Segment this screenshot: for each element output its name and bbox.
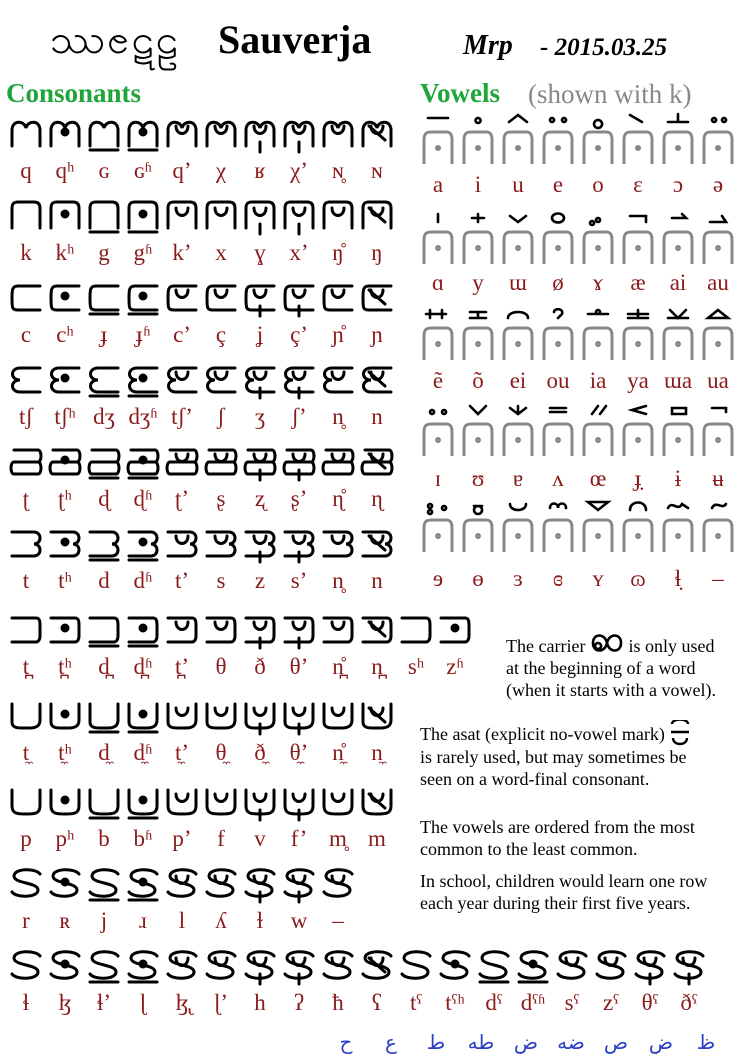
vowel-label: ɬ̣ xyxy=(674,566,682,591)
vowel-label: ʏ xyxy=(592,566,604,591)
consonant-label: ʒ xyxy=(254,404,266,429)
carrier-note xyxy=(506,630,716,701)
consonant-label: ɭ’ xyxy=(213,990,229,1015)
consonant-label: ɢʱ xyxy=(134,158,152,183)
vowel-label: ɑ xyxy=(431,270,445,295)
vowel-label: ẽ xyxy=(432,368,444,393)
consonant-label: dʱ xyxy=(133,568,153,593)
consonant-label: w xyxy=(290,908,308,933)
consonant-glyph-row xyxy=(8,608,476,654)
asat-note-a: The asat (explicit no-vowel mark) xyxy=(420,724,665,744)
consonant-label: ħ xyxy=(332,990,344,1015)
consonant-label: n̼ xyxy=(371,740,383,765)
consonant-glyph-row xyxy=(8,522,398,568)
consonant-label: ç xyxy=(215,322,227,347)
consonant-label: t̼ʰ xyxy=(58,740,72,765)
consonant-label: z xyxy=(254,568,266,593)
vowel-glyph-row xyxy=(420,112,740,158)
page-title: Sauverja xyxy=(218,17,372,62)
school-note-b: each year during their first five years. xyxy=(420,893,691,913)
consonant-label: ɳ̊ xyxy=(332,486,344,511)
consonant-label: sˤ xyxy=(564,990,580,1015)
vowel-label: i xyxy=(474,172,482,197)
school-note xyxy=(420,870,707,914)
vowel-label: ai xyxy=(669,270,687,295)
vowel-glyph-row xyxy=(420,500,740,546)
consonant-label: j xyxy=(100,908,108,933)
consonant-label: t̼’ xyxy=(174,740,190,765)
order-note-a: The vowels are ordered from the most xyxy=(420,817,695,837)
consonant-label: p’ xyxy=(172,826,192,851)
consonant-label: ɴ xyxy=(371,158,383,183)
consonant-label: dˤʱ xyxy=(520,990,546,1015)
vowel-label: ø xyxy=(552,270,564,295)
consonant-label: t̪ xyxy=(22,654,30,679)
consonant-label: tʃʰ xyxy=(54,404,76,429)
vowel-label: ɐ xyxy=(512,466,524,491)
carrier-note-d: (when it starts with a vowel). xyxy=(506,680,716,700)
consonant-label: ʐ xyxy=(254,486,266,511)
consonant-label: d̪ xyxy=(98,654,110,679)
consonant-label: q xyxy=(20,158,32,183)
consonant-label: x xyxy=(215,240,227,265)
arabic-equivalent: ض xyxy=(513,1030,539,1054)
consonant-glyphs xyxy=(8,358,398,404)
consonant-glyphs xyxy=(8,780,398,826)
vowel-label: ou xyxy=(546,368,570,393)
consonant-label: f’ xyxy=(290,826,308,851)
consonant-label: d̪ʱ xyxy=(133,654,153,679)
vowel-label: ɵ xyxy=(472,566,484,591)
school-note-a: In school, children would learn one row xyxy=(420,871,708,891)
consonant-label: ʔ xyxy=(293,990,305,1015)
consonant-label: ŋ̊ xyxy=(332,240,344,265)
order-note-b: common to the least common. xyxy=(420,839,638,859)
consonant-label: χ’ xyxy=(290,158,308,183)
vowel-label: ua xyxy=(707,368,729,393)
vowel-glyphs xyxy=(420,404,740,460)
consonant-label: ʀ xyxy=(59,908,71,933)
consonant-glyph-row xyxy=(8,694,398,740)
vowels-heading: Vowels xyxy=(420,78,501,108)
vowel-glyphs xyxy=(420,500,740,556)
vowel-label: – xyxy=(712,566,724,591)
consonant-label: s xyxy=(216,568,226,593)
consonant-label: ɟ xyxy=(100,322,108,347)
vowel-label: y xyxy=(472,270,484,295)
consonant-label: pʰ xyxy=(55,826,75,851)
consonant-glyphs xyxy=(8,694,398,740)
vowel-glyphs xyxy=(420,308,740,364)
consonant-label: n̪̊ xyxy=(332,654,344,679)
consonant-label: t̪’ xyxy=(174,654,190,679)
script-name-glyphs: ဿၔဋဠ xyxy=(50,17,181,63)
vowel-label: a xyxy=(432,172,444,197)
consonant-glyphs xyxy=(8,194,398,240)
carrier-note-c: at the beginning of a word xyxy=(506,658,696,678)
consonant-label: ʃ xyxy=(217,404,225,429)
consonant-label: n̼̊ xyxy=(332,740,344,765)
consonant-label: ʈʰ xyxy=(58,486,72,511)
consonant-label: l xyxy=(178,908,186,933)
vowel-label: o xyxy=(592,172,604,197)
consonant-label: ɢ xyxy=(98,158,110,183)
vowel-label: ɤ xyxy=(592,270,604,295)
consonant-label: ɮ xyxy=(58,990,72,1015)
carrier-note-b: is only used xyxy=(628,636,715,656)
consonant-glyph-row xyxy=(8,780,398,826)
consonant-label: – xyxy=(332,908,344,933)
vowel-label: õ xyxy=(472,368,484,393)
consonant-label: ɫ xyxy=(256,908,264,933)
consonant-label: n xyxy=(371,404,383,429)
asat-note xyxy=(420,720,691,790)
consonant-label: t’ xyxy=(174,568,190,593)
arabic-equivalent: ح xyxy=(339,1030,353,1054)
consonant-label: m̥ xyxy=(329,826,347,851)
vowel-label: ʌ xyxy=(552,466,564,491)
carrier-glyph-icon xyxy=(590,630,624,656)
consonant-label: d̼ xyxy=(98,740,110,765)
consonant-label: ɲ̊ xyxy=(332,322,344,347)
consonant-glyphs xyxy=(8,862,359,908)
consonant-label: ʃ’ xyxy=(291,404,307,429)
consonant-label: t̼ xyxy=(22,740,30,765)
arabic-equivalent: ظ xyxy=(696,1030,716,1054)
consonant-label: h xyxy=(254,990,266,1015)
consonant-label: tˤʰ xyxy=(445,990,465,1015)
vowel-glyph-row xyxy=(420,404,740,450)
consonant-label: bʱ xyxy=(133,826,153,851)
consonant-label: ʝ xyxy=(256,322,264,347)
vowel-label: ɟ̣ xyxy=(634,466,642,491)
vowel-glyph-row xyxy=(420,212,740,258)
asat-mark-icon xyxy=(669,720,691,746)
vowel-label: œ xyxy=(589,466,607,491)
consonant-label: tʰ xyxy=(58,568,72,593)
consonant-label: zˤ xyxy=(603,990,619,1015)
author-signature: Mrp xyxy=(463,30,513,61)
consonant-label: ʂ xyxy=(216,486,226,511)
date-label: - 2015.03.25 xyxy=(540,34,668,61)
consonant-label: ç’ xyxy=(290,322,308,347)
consonant-label: g xyxy=(98,240,110,265)
consonant-label: f xyxy=(217,826,225,851)
consonant-label: ɹ xyxy=(139,908,147,933)
consonant-label: ɮ̢ xyxy=(175,990,189,1015)
consonant-label: cʰ xyxy=(56,322,74,347)
consonant-glyph-row xyxy=(8,358,398,404)
consonant-label: dʒʱ xyxy=(128,404,158,429)
vowel-label: ɪ xyxy=(434,466,442,491)
vowel-label: ɛ xyxy=(633,172,643,197)
arabic-equivalent: ض xyxy=(648,1030,674,1054)
consonant-label: zʱ xyxy=(446,654,464,679)
consonant-label: ɲ xyxy=(371,322,383,347)
consonant-label: ʈ xyxy=(22,486,30,511)
vowel-glyph-row xyxy=(420,308,740,354)
consonant-label: t̪ʰ xyxy=(58,654,72,679)
consonant-label: ɟʱ xyxy=(135,322,151,347)
consonant-label: ʁ xyxy=(254,158,266,183)
vowel-label: ɜ xyxy=(513,566,523,591)
vowel-label: ɨ xyxy=(674,466,682,491)
consonant-label: tˤ xyxy=(409,990,423,1015)
consonant-label: ʎ xyxy=(215,908,227,933)
consonant-label: kʰ xyxy=(55,240,75,265)
consonant-label: q’ xyxy=(172,158,192,183)
consonant-glyphs xyxy=(8,608,476,654)
consonant-label: θ xyxy=(215,654,227,679)
consonant-glyphs xyxy=(8,440,398,486)
vowel-glyphs xyxy=(420,112,740,168)
consonant-label: ɖ xyxy=(98,486,110,511)
consonant-label: ʈ’ xyxy=(174,486,190,511)
vowel-label: ɘ xyxy=(432,566,444,591)
carrier-note-a: The carrier xyxy=(506,636,586,656)
consonant-label: θ̼’ xyxy=(289,740,309,765)
consonant-label: ʂ’ xyxy=(290,486,308,511)
consonant-label: θ̼ xyxy=(215,740,227,765)
consonant-label: χ xyxy=(215,158,227,183)
vowel-label: au xyxy=(707,270,729,295)
consonant-label: b xyxy=(98,826,110,851)
consonant-label: ɳ xyxy=(371,486,383,511)
arabic-equivalent: ع xyxy=(385,1030,397,1054)
consonant-glyphs xyxy=(8,522,398,568)
consonant-glyphs xyxy=(8,112,398,158)
consonant-label: v xyxy=(254,826,266,851)
consonant-label: ɬ xyxy=(22,990,30,1015)
consonant-label: d̼ʱ xyxy=(133,740,153,765)
arabic-equivalent: طه xyxy=(467,1030,495,1054)
consonant-label: tʃ’ xyxy=(171,404,193,429)
consonant-label: θ’ xyxy=(289,654,309,679)
consonant-glyph-row xyxy=(8,862,359,908)
vowel-label: ɞ xyxy=(552,566,564,591)
vowel-label: u xyxy=(512,172,524,197)
consonant-label: ðˤ xyxy=(680,990,698,1015)
vowel-label: ʉ xyxy=(712,466,724,491)
consonant-label: n̥ xyxy=(332,404,344,429)
consonant-label: dʒ xyxy=(93,404,115,429)
consonant-glyph-row xyxy=(8,112,398,158)
consonant-label: tʃ xyxy=(18,404,34,429)
consonant-label: ð̼ xyxy=(254,740,266,765)
asat-note-b: is rarely used, but may sometimes be xyxy=(420,747,687,767)
consonant-glyph-row xyxy=(8,276,398,322)
consonant-label: n xyxy=(371,568,383,593)
vowel-label: ei xyxy=(509,368,527,393)
consonant-glyph-row xyxy=(8,440,398,486)
vowel-label: ɔ xyxy=(672,172,684,197)
consonant-label: r xyxy=(22,908,30,933)
consonant-glyphs xyxy=(8,276,398,322)
arabic-equivalent: ص xyxy=(603,1030,629,1054)
consonants-heading: Consonants xyxy=(6,78,142,108)
consonant-label: ʕ xyxy=(371,990,383,1015)
vowel-label: ia xyxy=(589,368,607,393)
consonant-glyphs xyxy=(8,944,710,990)
vowel-label: e xyxy=(552,172,564,197)
arabic-equivalent: ضه xyxy=(557,1030,585,1054)
consonant-label: n̪ xyxy=(371,654,383,679)
vowel-label: ya xyxy=(627,368,649,393)
consonant-label: ɭ xyxy=(139,990,147,1015)
consonant-label: p xyxy=(20,826,32,851)
consonant-label: c xyxy=(20,322,32,347)
order-note xyxy=(420,816,695,860)
vowel-label: æ xyxy=(630,270,646,295)
consonant-label: t xyxy=(22,568,30,593)
consonant-label: ŋ xyxy=(371,240,383,265)
consonant-label: ɣ xyxy=(254,240,266,265)
vowel-label: ə xyxy=(712,172,724,197)
consonant-label: n̥ xyxy=(332,568,344,593)
vowel-label: ʊ xyxy=(471,466,485,491)
consonant-label: d xyxy=(98,568,110,593)
consonant-label: qʰ xyxy=(55,158,75,183)
consonant-label: m xyxy=(368,826,386,851)
consonant-label: k xyxy=(20,240,32,265)
consonant-label: θˤ xyxy=(641,990,659,1015)
consonant-label: ð xyxy=(254,654,266,679)
vowel-label: ɯa xyxy=(663,368,693,393)
consonant-glyph-row xyxy=(8,944,710,990)
consonant-label: c’ xyxy=(173,322,191,347)
consonant-label: ɴ̥ xyxy=(332,158,344,183)
consonant-label: sʰ xyxy=(407,654,425,679)
asat-note-c: seen on a word-final consonant. xyxy=(420,769,650,789)
vowel-glyphs xyxy=(420,212,740,268)
consonant-label: ɬ’ xyxy=(96,990,112,1015)
consonant-label: x’ xyxy=(289,240,309,265)
arabic-equivalent: ط xyxy=(426,1030,446,1054)
vowel-label: ɯ xyxy=(509,270,527,295)
vowel-label: ɷ xyxy=(630,566,646,591)
vowels-subheading: (shown with k) xyxy=(528,79,692,109)
consonant-label: s’ xyxy=(290,568,308,593)
consonant-glyph-row xyxy=(8,194,398,240)
consonant-label: gʱ xyxy=(133,240,153,265)
consonant-label: dˤ xyxy=(485,990,503,1015)
consonant-label: ɖʱ xyxy=(133,486,153,511)
consonant-label: k’ xyxy=(172,240,192,265)
